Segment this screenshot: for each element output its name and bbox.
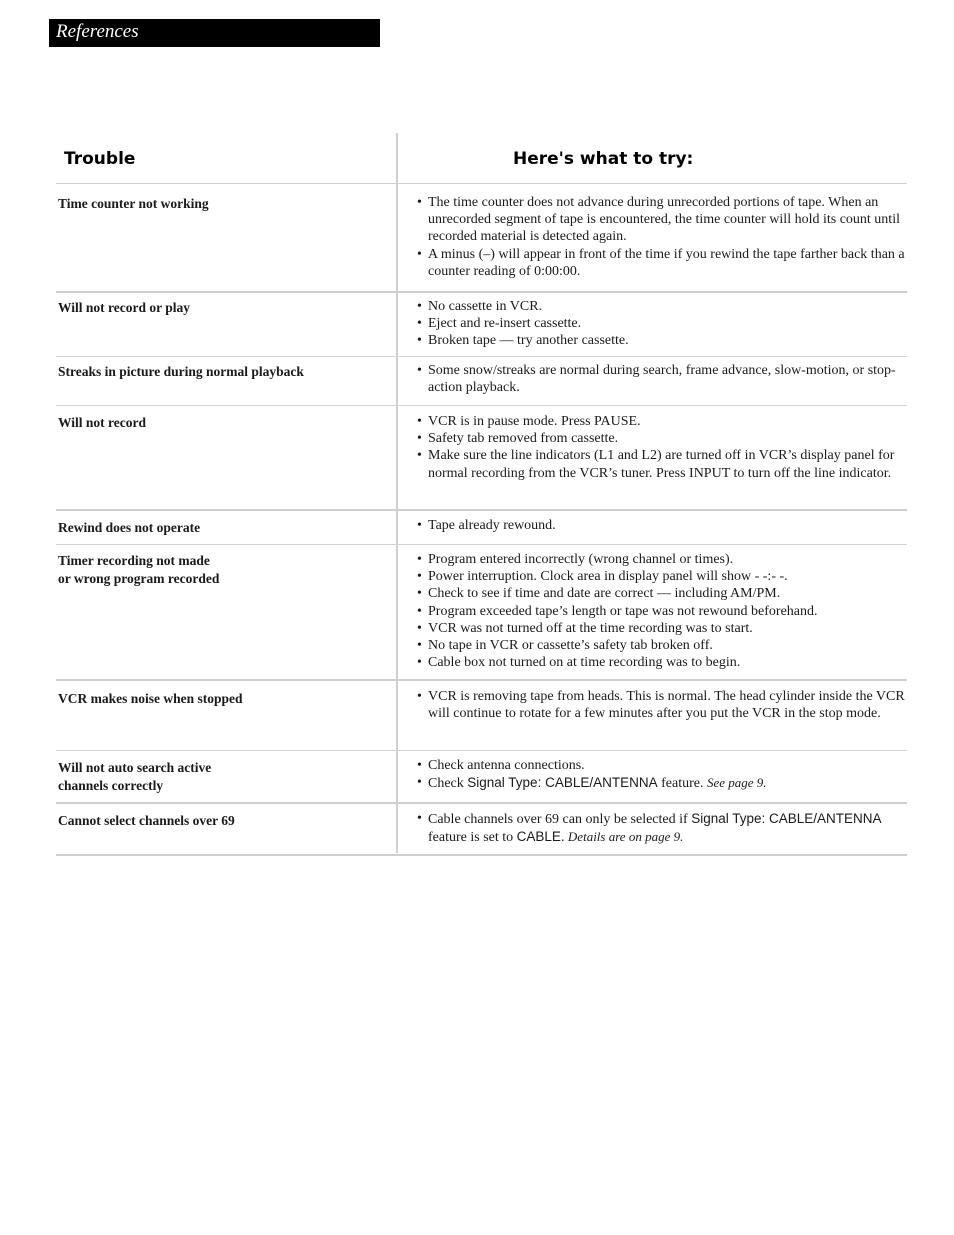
troubleshooting-table	[56, 133, 907, 856]
table-row	[56, 293, 907, 357]
remedy-item: • VCR is in pause mode. Press PAUSE.	[417, 413, 907, 430]
remedy-column-header: Here's what to try:	[513, 149, 694, 169]
table-row	[56, 804, 907, 856]
trouble-label: Streaks in picture during normal playback	[58, 364, 304, 379]
trouble-label: Rewind does not operate	[58, 520, 201, 535]
section-header-bar	[49, 19, 380, 47]
remedy-text: Check	[428, 776, 468, 792]
remedy-item: • Program exceeded tape’s length or tape was not rewound beforehand.	[417, 603, 907, 620]
remedy-item: • Cable box not turned on at time recording was to begin.	[417, 654, 907, 671]
remedy-item	[417, 810, 907, 846]
remedy-item: • Tape already rewound.	[417, 517, 907, 534]
trouble-label: Cannot select channels over 69	[58, 813, 235, 828]
remedy-text: Cable channels over 69 can only be selected if	[428, 812, 692, 827]
table-row	[56, 357, 907, 406]
remedy-item: • Check to see if time and date are correct — including AM/PM.	[417, 585, 907, 602]
table-row	[56, 511, 907, 545]
trouble-label-line: or wrong program recorded	[58, 570, 220, 586]
trouble-label: Will not record	[58, 415, 146, 430]
remedy-item: • Broken tape — try another cassette.	[417, 332, 907, 349]
remedy-item: • Some snow/streaks are normal during search, frame advance, slow-motion, or stop-action playback.	[417, 362, 907, 396]
remedy-cell	[397, 357, 907, 405]
remedy-item	[417, 774, 907, 792]
table-row	[56, 184, 907, 293]
trouble-label	[56, 545, 397, 679]
trouble-column-header: Trouble	[64, 149, 136, 169]
remedy-item: • No tape in VCR or cassette’s safety tab broken off.	[417, 637, 907, 654]
trouble-label	[56, 751, 397, 802]
table-header	[56, 133, 907, 184]
remedy-cell	[397, 293, 907, 356]
trouble-label-line: Will not auto search active	[58, 760, 212, 775]
remedy-cell	[397, 545, 907, 679]
remedy-item: • Check antenna connections.	[417, 757, 907, 774]
remedy-item: • Eject and re-insert cassette.	[417, 315, 907, 332]
table-row	[56, 406, 907, 511]
remedy-item: • No cassette in VCR.	[417, 298, 907, 315]
section-title: References	[56, 21, 139, 42]
trouble-label: Time counter not working	[58, 196, 209, 211]
page-reference: Details are on page 9.	[564, 829, 684, 845]
feature-name: Signal Type: CABLE/ANTENNA	[467, 775, 658, 791]
remedy-item: • Safety tab removed from cassette.	[417, 430, 907, 447]
remedy-item: • VCR was not turned off at the time recording was to start.	[417, 620, 907, 637]
trouble-label-line: channels correctly	[58, 777, 164, 793]
remedy-cell	[397, 184, 907, 291]
feature-name: Signal Type: CABLE/ANTENNA	[691, 811, 882, 826]
remedy-cell	[397, 751, 907, 802]
remedy-cell	[397, 804, 907, 854]
page-reference: See page 9.	[706, 775, 767, 791]
trouble-label: Will not record or play	[58, 300, 191, 315]
table-row	[56, 751, 907, 804]
remedy-text: feature.	[657, 776, 707, 792]
setting-value: CABLE.	[516, 829, 565, 845]
remedy-cell	[397, 681, 907, 750]
remedy-item: • Make sure the line indicators (L1 and L2) are turned off in VCR’s display panel for normal recording from the VCR’s tuner. Press INPUT to turn off the line indicator.	[417, 447, 907, 481]
remedy-text: feature is set to	[428, 830, 517, 846]
remedy-item: • Power interruption. Clock area in display panel will show - -:- -.	[417, 568, 907, 585]
trouble-label-line: Timer recording not made	[58, 553, 210, 568]
remedy-item: • A minus (–) will appear in front of the time if you rewind the tape farther back than a counter reading of 0:00:00.	[417, 246, 907, 280]
table-row	[56, 681, 907, 751]
remedy-cell	[397, 406, 907, 509]
remedy-item: • The time counter does not advance during unrecorded portions of tape. When an unrecorded segment of tape is encountered, the time counter will hold its count until recorded material is detected again.	[417, 194, 907, 246]
remedy-item: • VCR is removing tape from heads. This is normal. The head cylinder inside the VCR will continue to rotate for a few minutes after you put the VCR in the stop mode.	[417, 688, 907, 722]
remedy-cell	[397, 511, 907, 544]
remedy-item: • Program entered incorrectly (wrong channel or times).	[417, 551, 907, 568]
table-row	[56, 545, 907, 681]
trouble-label: VCR makes noise when stopped	[58, 691, 243, 706]
